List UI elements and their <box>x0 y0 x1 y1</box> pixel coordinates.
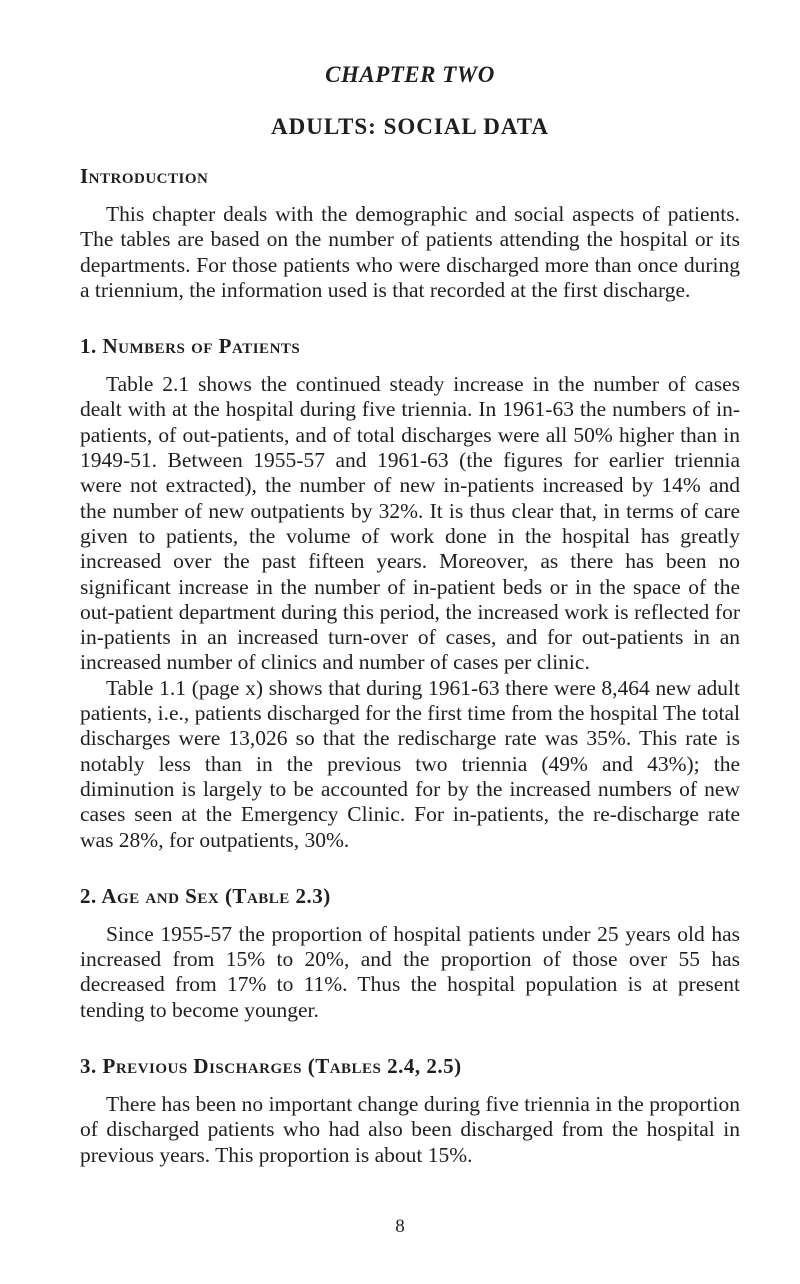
paragraph: Table 1.1 (page x) shows that during 1961-63 there were 8,464 new adult patients, i.e., patients discharged for the first time from the hospital The total discharges were 13,026 so that the redischarge rate was 35%. This rate is notably less than in the previous two triennia (49% and 43%); the diminution is largely to be accounted for by the increased numbers of new cases seen at the Emergency Clinic. For in-patients, the re-discharge rate was 28%, for outpatients, 30%. <box>80 675 740 852</box>
chapter-heading: CHAPTER TWO <box>325 62 495 87</box>
document-page <box>80 62 740 1168</box>
paragraph: There has been no important change during five triennia in the proportion of discharged patients who had also been discharged from the hospital in previous years. This proportion is about 15%. <box>80 1092 740 1167</box>
paragraph: This chapter deals with the demographic and social aspects of patients. The tables are based on the number of patients attending the hospital or its departments. For those patients who were discharged more than once during a triennium, the information used is that recorded at the first discharge. <box>80 202 740 302</box>
page-number: 8 <box>395 1216 405 1237</box>
chapter-title: ADULTS: SOCIAL DATA <box>270 114 550 139</box>
section-heading-numbers-of-patients: 1. Numbers of Patients <box>80 334 301 359</box>
section-heading-previous-discharges: 3. Previous Discharges (Tables 2.4, 2.5) <box>80 1054 462 1079</box>
section-heading-introduction: Introduction <box>80 164 209 188</box>
paragraph: Since 1955-57 the proportion of hospital patients under 25 years old has increased from 15% to 20%, and the proportion of those over 55 has decreased from 17% to 11%. Thus the hospital population is at present tending to become younger. <box>80 921 740 1022</box>
section-heading-age-and-sex: 2. Age and Sex (Table 2.3) <box>80 883 331 908</box>
paragraph: Table 2.1 shows the continued steady increase in the number of cases dealt with at the hospital during five triennia. In 1961-63 the numbers of in-patients, of out-patients, and of total discharges were all 50% higher than in 1949-51. Between 1955-57 and 1961-63 (the figures for earlier triennia were not extracted), the number of new in-patients increased by 14% and the number of new outpatients by 32%. It is thus clear that, in terms of care given to patients, the volume of work done in the hospital has greatly increased over the past fifteen years. Moreover, as there has been no significant increase in the number of in-patient beds or in the space of the out-patient department during this period, the increased work is reflected for in-patients in an increased turn-over of cases, and for out-patients in an increased number of clinics and number of cases per clinic. <box>80 372 740 675</box>
